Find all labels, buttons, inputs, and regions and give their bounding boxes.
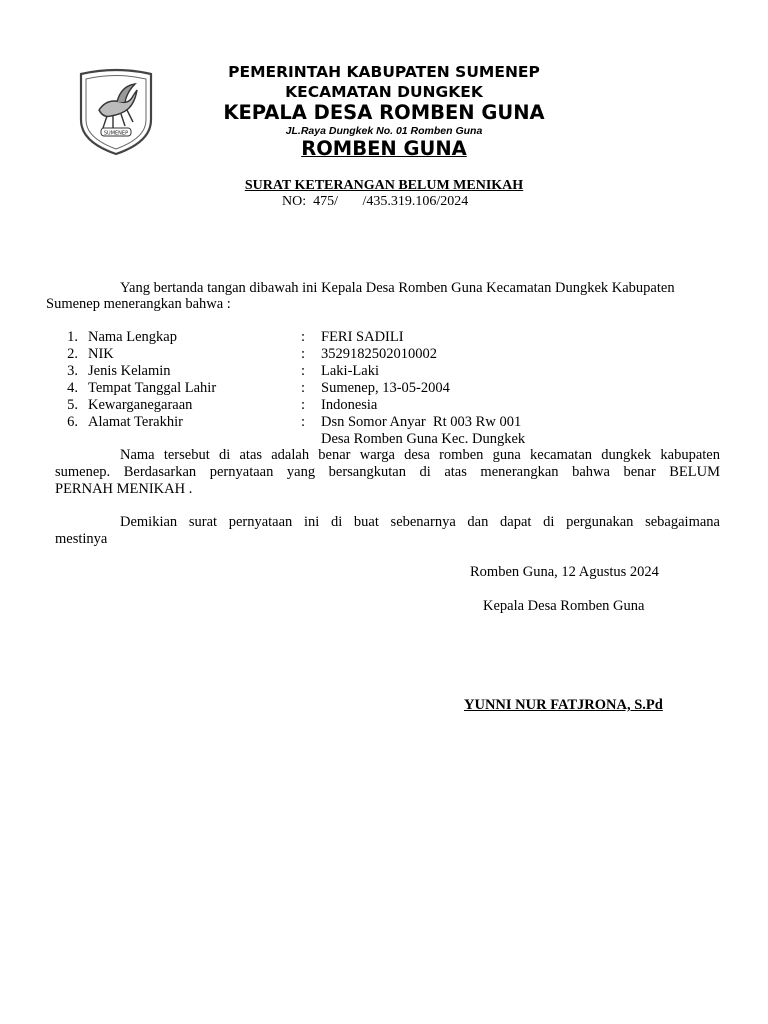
field-value: Laki-Laki [321, 363, 379, 379]
field-row-continuation [0, 431, 768, 448]
letterhead-village: ROMBEN GUNA [301, 137, 467, 160]
field-row [0, 397, 768, 414]
field-number: 2. [67, 346, 78, 362]
letterhead-office: KEPALA DESA ROMBEN GUNA [223, 101, 545, 124]
field-number: 3. [67, 363, 78, 379]
field-label: Nama Lengkap [88, 329, 177, 345]
field-row [0, 363, 768, 380]
field-label: Kewarganegaraan [88, 397, 193, 413]
intro-line-2: Sumenep menerangkan bahwa : [46, 296, 231, 312]
field-label: NIK [88, 346, 114, 362]
field-label: Alamat Terakhir [88, 414, 183, 430]
signature-place-date: Romben Guna, 12 Agustus 2024 [470, 564, 659, 580]
closing-line-2: mestinya [55, 531, 108, 547]
field-label: Jenis Kelamin [88, 363, 171, 379]
field-colon: : [301, 380, 306, 396]
field-number: 5. [67, 397, 78, 413]
address-line-2: Desa Romben Guna Kec. Dungkek [321, 431, 526, 447]
field-row [0, 380, 768, 397]
intro-line-1: Yang bertanda tangan dibawah ini Kepala Desa Romben Guna Kecamatan Dungkek Kabupaten [120, 280, 675, 296]
field-number: 6. [67, 414, 78, 430]
letterhead-government: PEMERINTAH KABUPATEN SUMENEP [228, 63, 540, 81]
field-colon: : [301, 346, 306, 362]
signature-position: Kepala Desa Romben Guna [483, 598, 645, 614]
field-row [0, 346, 768, 363]
letter-number: NO: 475/ /435.319.106/2024 [282, 194, 469, 209]
field-colon: : [301, 329, 306, 345]
field-colon: : [301, 363, 306, 379]
letterhead-district: KECAMATAN DUNGKEK [285, 83, 483, 101]
statement-line-3: PERNAH MENIKAH . [55, 481, 193, 497]
letterhead-address: JL.Raya Dungkek No. 01 Romben Guna [285, 125, 483, 137]
field-colon: : [301, 397, 306, 413]
field-value: Indonesia [321, 397, 378, 413]
regency-logo [77, 68, 155, 156]
closing-line-1: Demikian surat pernyataan ini di buat sebenarnya dan dapat di pergunakan sebagaimana [120, 514, 720, 530]
field-label: Tempat Tanggal Lahir [88, 380, 217, 396]
statement-line-1: Nama tersebut di atas adalah benar warga desa romben guna kecamatan dungkek kabupaten [120, 447, 720, 463]
signature-name: YUNNI NUR FATJRONA, S.Pd [464, 697, 663, 713]
field-row [0, 414, 768, 431]
field-colon: : [301, 414, 306, 430]
field-value: Sumenep, 13-05-2004 [321, 380, 450, 396]
field-number: 1. [67, 329, 78, 345]
field-number: 4. [67, 380, 78, 396]
field-value: 3529182502010002 [321, 346, 437, 362]
logo-text: SUMENEP [103, 130, 129, 137]
field-value: FERI SADILI [321, 329, 404, 345]
field-row [0, 329, 768, 346]
statement-line-2: sumenep. Berdasarkan pernyataan yang bersangkutan di atas menerangkan bahwa benar BELUM [55, 464, 720, 480]
letter-title: SURAT KETERANGAN BELUM MENIKAH [244, 178, 524, 193]
field-value: Dsn Somor Anyar Rt 003 Rw 001 [321, 414, 522, 430]
